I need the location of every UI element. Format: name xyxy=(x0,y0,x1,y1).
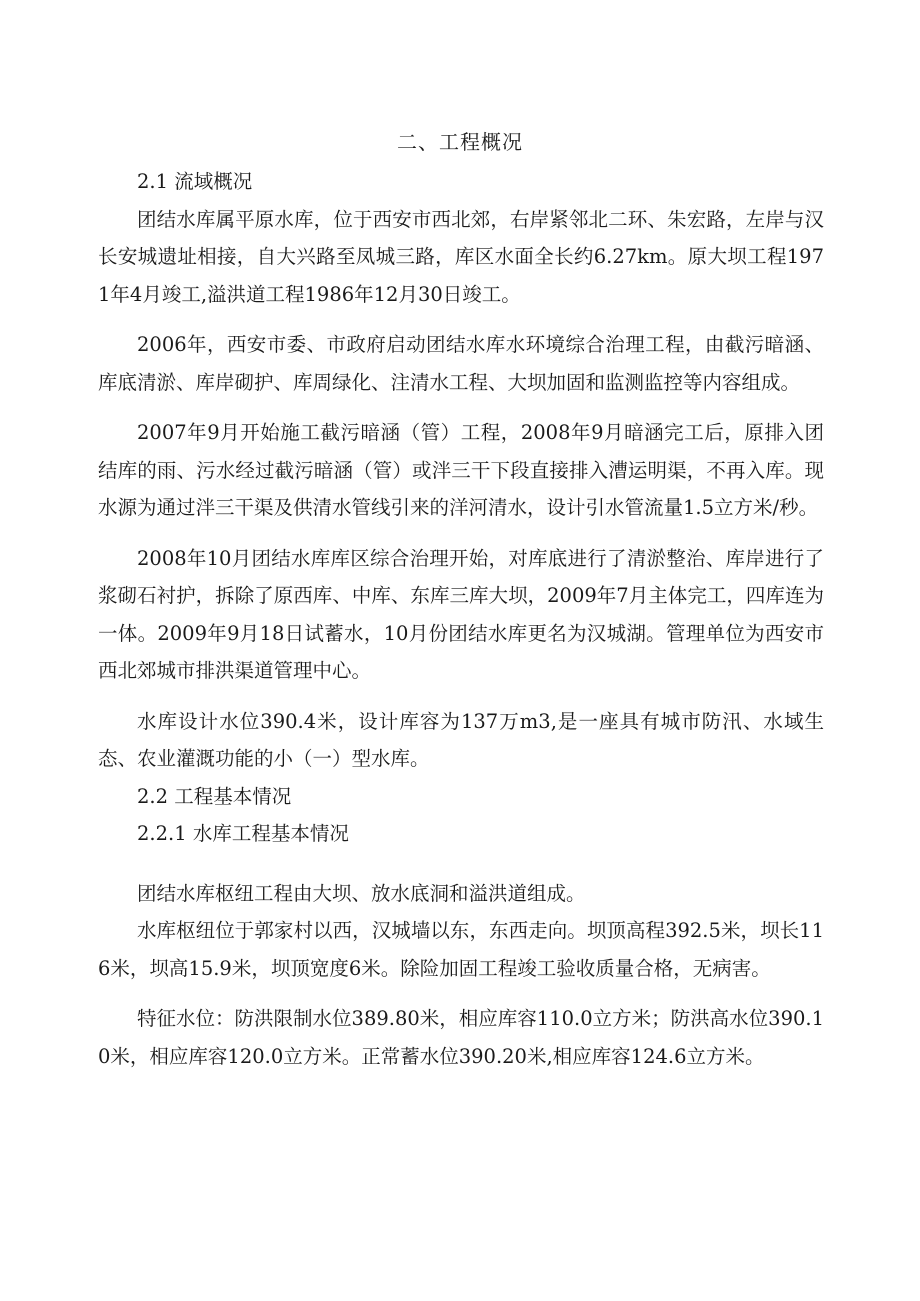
section-heading-2-2: 2.2 工程基本情况 xyxy=(137,784,292,808)
section-heading-2-2-1: 2.2.1 水库工程基本情况 xyxy=(137,822,349,845)
paragraph-characteristic-water-levels: 特征水位：防洪限制水位389.80米，相应库容110.0立方米；防洪高水位390.10米，相应库容120.0立方米。正常蓄水位390.20米,相应库容124.6立方米。 xyxy=(98,1007,824,1068)
paragraph-hub-composition: 团结水库枢纽工程由大坝、放水底洞和溢洪道组成。 xyxy=(137,881,586,905)
paragraph-treatment-project: 2006年，西安市委、市政府启动团结水库水环境综合治理工程，由截污暗涵、库底清淤、库岸砌护、库周绿化、注清水工程、大坝加固和监测监控等内容组成。 xyxy=(98,333,824,394)
paragraph-design-water-level: 水库设计水位390.4米，设计库容为137万m3,是一座具有城市防汛、水域生态、农业灌溉功能的小（一）型水库。 xyxy=(98,709,824,770)
document-body xyxy=(98,163,824,1075)
section-heading-2-1: 2.1 流域概况 xyxy=(137,170,253,193)
page-title: 二、工程概况 xyxy=(397,130,523,154)
paragraph-comprehensive-treatment: 2008年10月团结水库库区综合治理开始，对库底进行了清淤整治、库岸进行了浆砌石衬护，拆除了原西库、中库、东库三库大坝，2009年7月主体完工，四库连为一体。2009年9月18日试蓄水，10月份团结水库更名为汉城湖。管理单位为西安市西北郊城市排洪渠道管理中心。 xyxy=(98,546,824,682)
paragraph-dam-parameters: 水库枢纽位于郭家村以西，汉城墙以东，东西走向。坝顶高程392.5米，坝长116米，坝高15.9米，坝顶宽度6米。除险加固工程竣工验收质量合格，无病害。 xyxy=(98,919,824,980)
paragraph-reservoir-location: 团结水库属平原水库，位于西安市西北郊，右岸紧邻北二环、朱宏路，左岸与汉长安城遗址相接，自大兴路至凤城三路，库区水面全长约6.27km。原大坝工程1971年4月竣工,溢洪道工程1986年12月30日竣工。 xyxy=(98,207,824,306)
paragraph-culvert-construction: 2007年9月开始施工截污暗涵（管）工程，2008年9月暗涵完工后，原排入团结库的雨、污水经过截污暗涵（管）或泮三干下段直接排入漕运明渠，不再入库。现水源为通过泮三干渠及供清水管线引来的洋河清水，设计引水管流量1.5立方米/秒。 xyxy=(98,421,824,519)
